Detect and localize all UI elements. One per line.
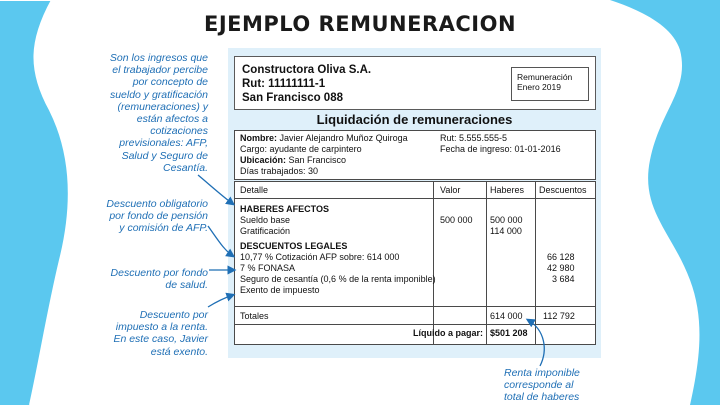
ubicacion-label: Ubicación: [240,155,287,165]
row-afp-detalle: 10,77 % Cotización AFP sobre: 614 000 [240,252,400,262]
row-afp-descuento: 66 128 [547,252,575,262]
row-sueldo-detalle: Sueldo base [240,215,291,225]
note-afp: Descuento obligatorio por fondo de pensión y comisión de AFP. [106,198,208,235]
row-gratificacion-detalle: Gratificación [240,226,291,236]
header-haberes: Haberes [490,185,525,195]
descuentos-section-title: DESCUENTOS LEGALES [240,241,348,251]
note-salud: Descuento por fondo de salud. [110,267,208,292]
row-cesantia-detalle: Seguro de cesantía (0,6 % de la renta imponible) [240,274,436,284]
row-impuesto-detalle: Exento de impuesto [240,285,320,295]
page-title: EJEMPLO REMUNERACION [203,12,517,36]
company-address: San Francisco 088 [242,92,343,104]
note-impuesto: Descuento por impuesto a la renta. En este caso, Javier está exento. [113,309,208,358]
employee-rut: Rut: 5.555.555-5 [440,133,508,143]
employee-cargo: Cargo: ayudante de carpintero [240,144,362,154]
arrow-afectos [198,175,233,204]
row-sueldo-valor: 500 000 [440,215,473,225]
note-haberes-afectos: Son los ingresos que el trabajador percibe por concepto de sueldo y gratificación (remuneraciones) y están afectos a cotizaciones previsionales: AFP, Salud y Seguro de Cesantía. [109,52,208,174]
total-descuentos: 112 792 [543,311,575,321]
period-label: Remuneración [517,72,573,82]
employee-dias: Días trabajados: 30 [240,166,319,176]
arrow-afp [208,226,233,256]
total-haberes: 614 000 [490,311,523,321]
liquido-value: $501 208 [490,328,528,338]
row-gratificacion-haberes: 114 000 [490,226,522,236]
arrow-imponible [528,320,544,366]
row-sueldo-haberes: 500 000 [490,215,523,225]
document-title: Liquidación de remuneraciones [316,112,513,127]
haberes-section-title: HABERES AFECTOS [240,204,330,214]
note-renta-imponible: Renta imponible corresponde al total de haberes [504,367,580,404]
employee-ubicacion: San Francisco [288,155,347,165]
arrow-impuesto [208,295,233,307]
header-descuentos: Descuentos [539,185,587,195]
name-label: Nombre: [240,133,278,143]
header-detalle: Detalle [240,185,269,195]
header-valor: Valor [440,185,461,195]
row-cesantia-descuento: 3 684 [552,274,575,284]
period-month: Enero 2019 [517,82,561,92]
row-fonasa-descuento: 42 980 [547,263,575,273]
totales-label: Totales [240,311,269,321]
liquido-label: Líquido a pagar: [413,328,484,338]
employee-name: Javier Alejandro Muñoz Quiroga [279,133,408,143]
company-rut: Rut: 11111111-1 [242,78,326,90]
company-name: Constructora Oliva S.A. [242,64,372,76]
employee-fecha: Fecha de ingreso: 01-01-2016 [440,144,561,154]
row-fonasa-detalle: 7 % FONASA [240,263,296,273]
